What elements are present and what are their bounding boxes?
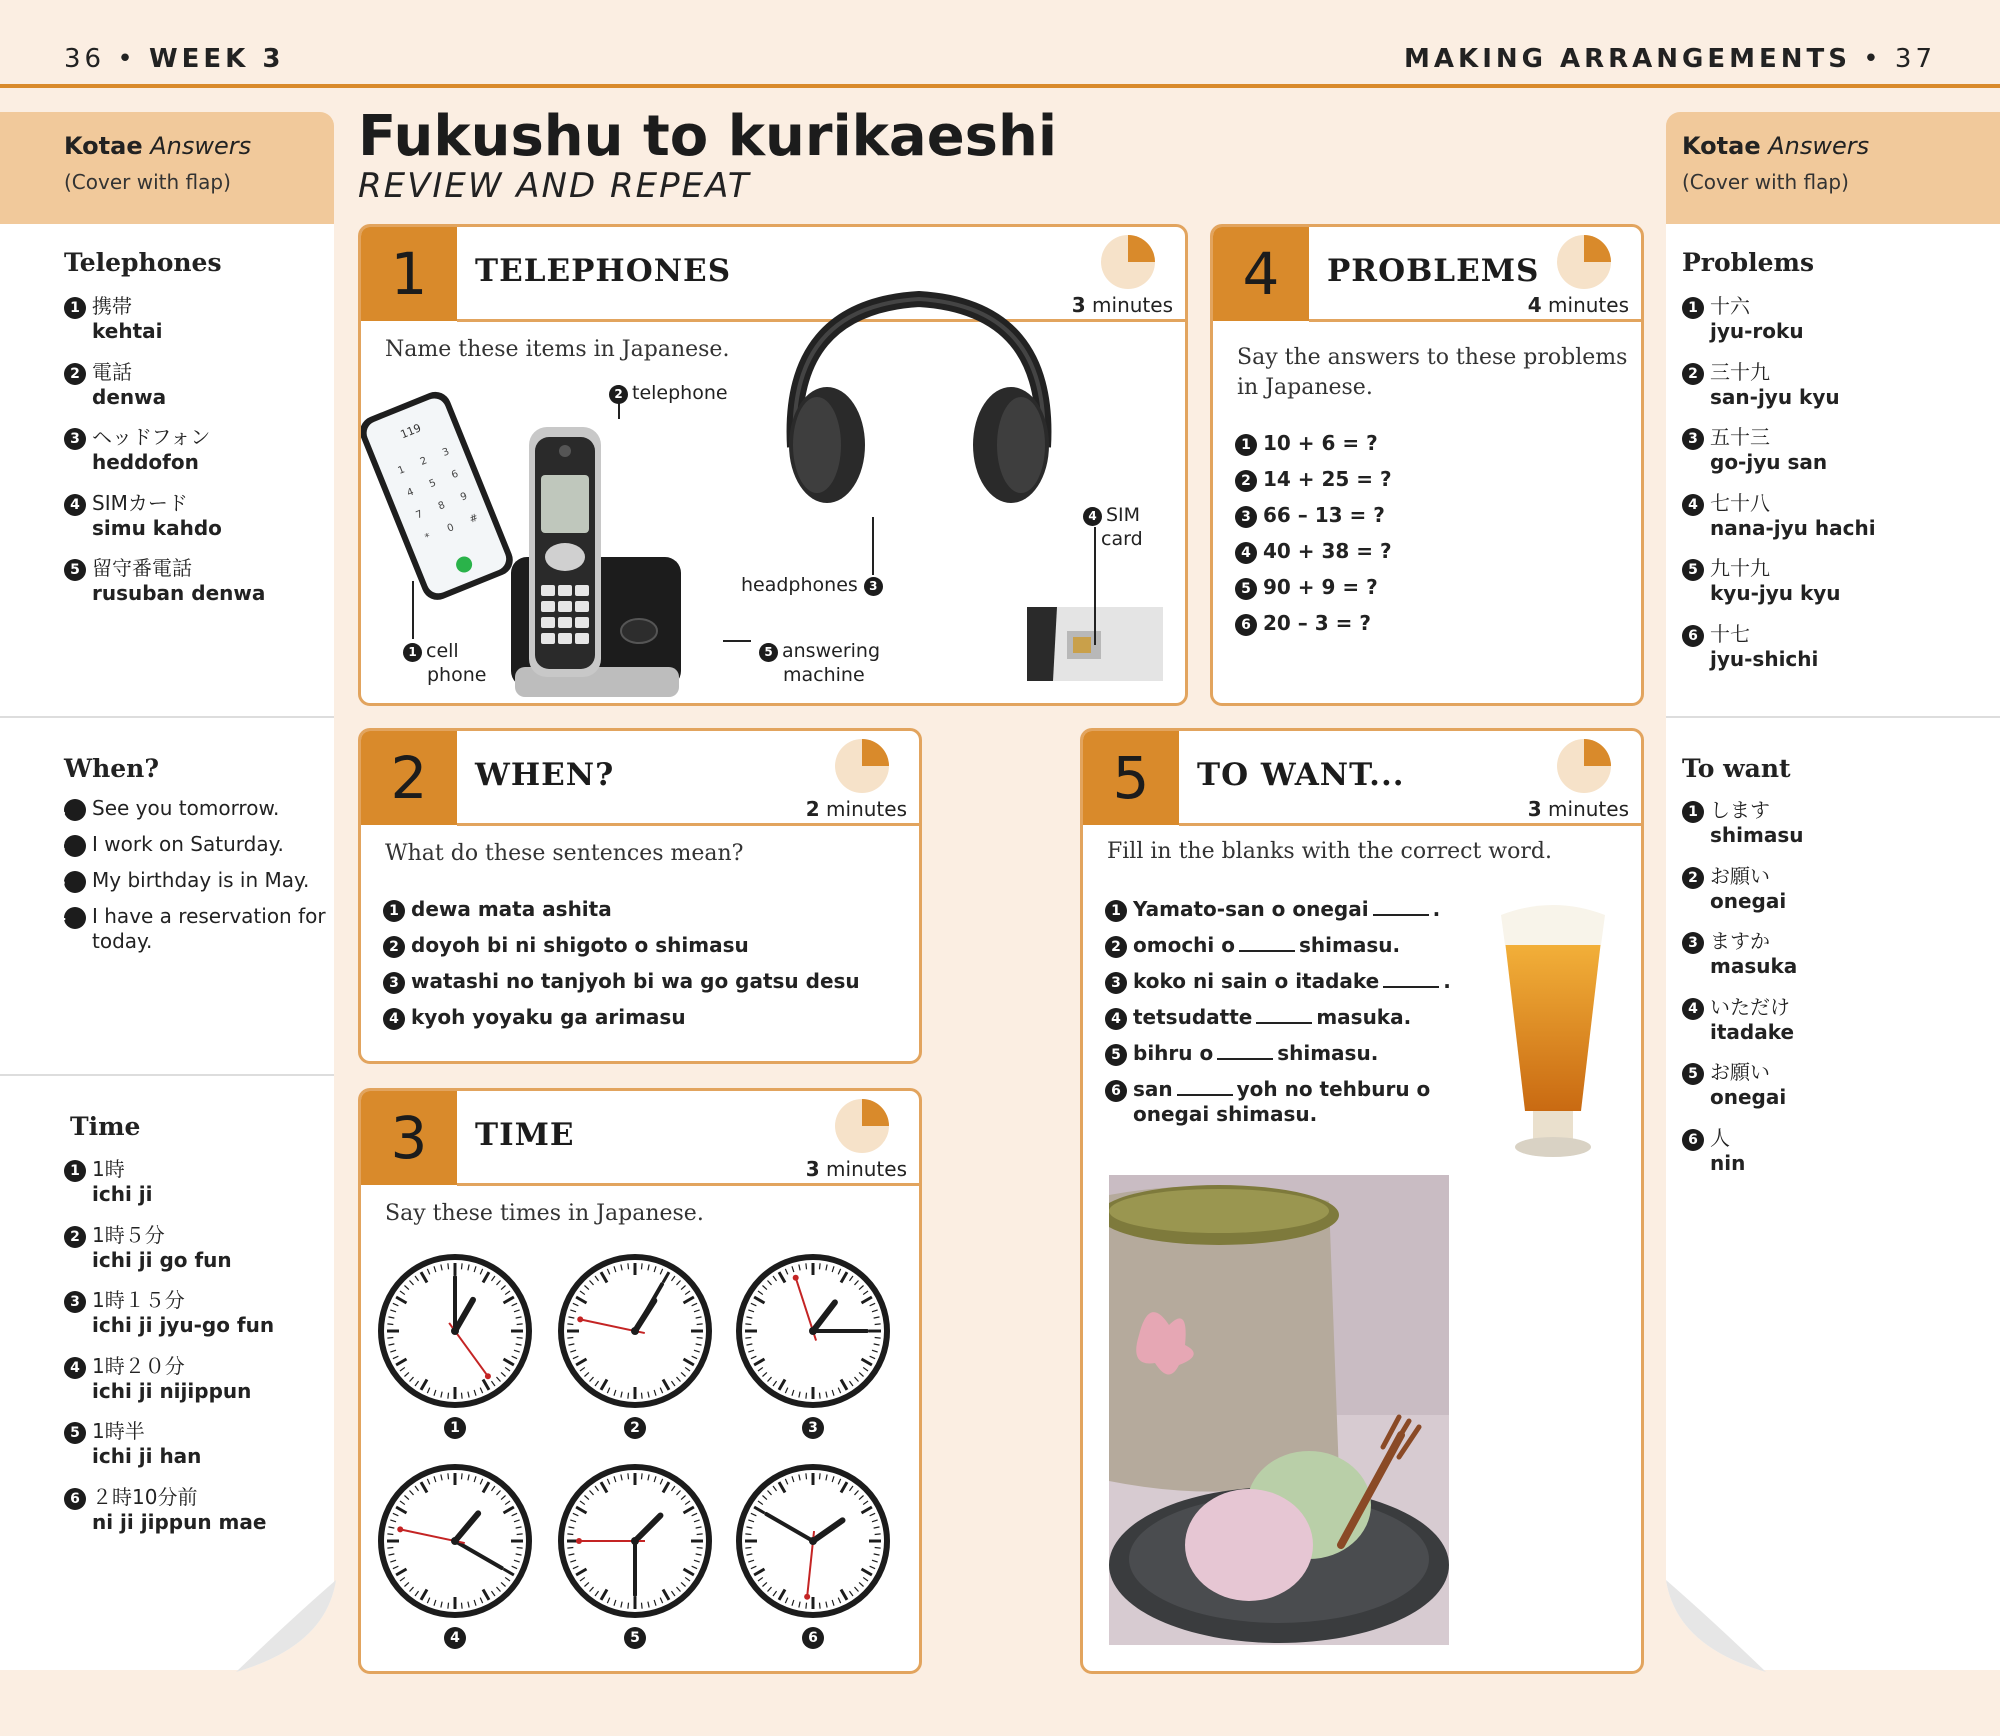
number-badge: 2 (1235, 470, 1257, 492)
keypad-key: 7 (414, 508, 425, 522)
answer-romaji: masuka (1710, 954, 1798, 978)
fill-blank-question (1105, 969, 1451, 994)
answer-japanese: 留守番電話 (92, 556, 192, 580)
number-badge: 2 (1105, 936, 1127, 958)
left-flap-header (0, 112, 334, 224)
answer-item (64, 556, 265, 606)
exercise-instruction: Fill in the blanks with the correct word. (1107, 839, 1552, 864)
answer-romaji: shimasu (1710, 823, 1804, 847)
question-text-before: koko ni sain o itadake (1133, 969, 1380, 993)
problem-question (1235, 539, 1392, 564)
answer-japanese: 1時１５分 (92, 1288, 185, 1312)
answer-romaji: ichi ji go fun (92, 1247, 232, 1272)
timer-icon (835, 1099, 889, 1153)
answer-japanese: ２時10分前 (92, 1484, 198, 1509)
answer-japanese: 1時 (92, 1157, 125, 1181)
number-badge: 4 (64, 1357, 86, 1379)
answer-japanese: SIMカード (92, 490, 188, 515)
keypad-key: 0 (445, 522, 456, 535)
number-badge: 2 (64, 363, 86, 385)
question-text: doyoh bi ni shigoto o shimasu (411, 933, 749, 957)
problem-question (1235, 575, 1378, 600)
problem-question (1235, 431, 1378, 456)
timer-icon (1557, 235, 1611, 289)
answer-item (1682, 798, 1803, 848)
question-text-before: Yamato-san o onegai (1133, 897, 1369, 921)
answer-text: I have a reservation for today. (92, 904, 326, 953)
keypad-key: 1 (396, 464, 407, 477)
number-badge: 3 (64, 428, 86, 450)
answer-romaji: itadake (1710, 1019, 1795, 1044)
answer-romaji: onegai (1710, 1085, 1787, 1109)
question-text-before: san (1133, 1077, 1173, 1101)
answer-item (56, 904, 352, 954)
clock-face (735, 1463, 891, 1619)
flap-divider (0, 1074, 334, 1076)
label-cell-phone: 1 cell phone (403, 639, 486, 687)
exercise-instruction: What do these sentences mean? (385, 841, 744, 866)
answer-japanese: 1時５分 (92, 1222, 165, 1247)
answer-japanese: 七十八 (1710, 490, 1770, 515)
answer-romaji: san-jyu kyu (1710, 384, 1840, 409)
keypad-key: 9 (459, 490, 470, 504)
to-want-answers-title: To want (1682, 754, 1791, 783)
page-title: Fukushu to kurikaeshi (358, 104, 1058, 169)
answer-romaji: kehtai (92, 319, 163, 343)
answer-romaji: simu kahdo (92, 515, 222, 540)
keypad-key: * (423, 531, 433, 544)
answer-romaji: onegai (1710, 888, 1787, 913)
answer-item (1682, 294, 1804, 344)
answer-romaji: ni ji jippun mae (92, 1509, 267, 1534)
answer-japanese: ヘッドフォン (92, 425, 211, 449)
label-headphones: headphones 3 (741, 573, 887, 597)
cover-note: (Cover with flap) (1682, 170, 1849, 194)
exercise-time (358, 1088, 922, 1674)
number-badge: 2 (1682, 867, 1704, 889)
exercise-problems (1210, 224, 1644, 706)
number-badge: 6 (1105, 1080, 1127, 1102)
fill-blank-question (1105, 933, 1400, 958)
phone-screen-number: 119 (398, 421, 423, 442)
when-question (383, 933, 749, 958)
cover-note: (Cover with flap) (64, 170, 231, 194)
answer-romaji: ichi ji han (92, 1444, 202, 1468)
answer-japanese: 十六 (1710, 294, 1750, 318)
number-badge: 3 (1235, 506, 1257, 528)
answer-japanese: 人 (1710, 1125, 1730, 1150)
number-badge: 1 (1235, 434, 1257, 456)
answer-item (1682, 556, 1841, 606)
when-question (383, 969, 860, 994)
answer-item (56, 832, 352, 857)
number-badge: 3 (64, 871, 86, 893)
when-question (383, 1005, 686, 1030)
number-badge: 4 (383, 1008, 405, 1030)
answer-item (1682, 1060, 1786, 1110)
number-badge: 4 (1235, 542, 1257, 564)
number-badge: 4 (64, 907, 86, 929)
answer-japanese: お願い (1710, 863, 1770, 888)
header-rule (0, 84, 2000, 88)
label-answering-machine: 5 answering machine (759, 639, 880, 687)
exercise-minutes: 3 minutes (805, 1157, 907, 1181)
answer-item (64, 1223, 232, 1273)
exercise-minutes: 2 minutes (805, 797, 907, 821)
question-text: 40 + 38 = ? (1263, 539, 1392, 563)
callout-lines (361, 227, 1185, 703)
answer-japanese: ますか (1710, 929, 1770, 953)
answer-romaji: rusuban denwa (92, 581, 266, 605)
exercise-number: 1 (361, 227, 457, 321)
exercise-when (358, 728, 922, 1064)
keypad-key: 5 (427, 477, 438, 491)
answer-item (64, 1485, 266, 1535)
clock-number-badge: 1 (444, 1417, 466, 1439)
page-curl-icon (230, 1580, 336, 1672)
answer-blank[interactable] (1177, 1094, 1233, 1096)
exercise-instruction: Say these times in Japanese. (385, 1201, 704, 1226)
number-badge: 3 (1105, 972, 1127, 994)
answer-text: I work on Saturday. (92, 832, 284, 856)
answer-item (1682, 995, 1794, 1045)
answer-item (1682, 864, 1786, 914)
question-text: kyoh yoyaku ga arimasu (411, 1005, 686, 1029)
left-page-header: 36 • WEEK 3 (64, 44, 285, 74)
answer-japanese: 三十九 (1710, 359, 1770, 384)
answer-romaji: kyu-jyu kyu (1710, 581, 1841, 605)
answer-japanese: 電話 (92, 359, 132, 384)
answer-japanese: 1時２０分 (92, 1353, 185, 1378)
answer-japanese: 九十九 (1710, 556, 1770, 580)
answer-blank[interactable] (1217, 1058, 1273, 1060)
answer-japanese: お願い (1710, 1060, 1770, 1084)
answer-blank[interactable] (1373, 914, 1429, 916)
number-badge: 6 (64, 1488, 86, 1510)
answer-item (64, 425, 210, 475)
clock-number-badge: 4 (444, 1627, 466, 1649)
number-badge: 1 (1682, 801, 1704, 823)
title-rule (1309, 319, 1641, 322)
problem-question (1235, 503, 1385, 528)
answer-item (1682, 491, 1876, 541)
number-badge: 5 (1235, 578, 1257, 600)
tea-and-mochi-photo (1109, 1175, 1449, 1645)
answer-japanese: 1時半 (92, 1419, 145, 1443)
number-badge: 4 (1682, 494, 1704, 516)
title-rule (457, 1183, 919, 1186)
question-text: dewa mata ashita (411, 897, 612, 921)
answer-item (64, 294, 162, 344)
question-text-after: shimasu. (1277, 1041, 1379, 1065)
answers-label: Answers (1768, 132, 1870, 160)
question-text: 66 – 13 = ? (1263, 503, 1385, 527)
answer-romaji: ichi ji jyu-go fun (92, 1313, 275, 1337)
answer-item (56, 796, 352, 821)
answer-item (64, 360, 166, 410)
answer-romaji: ichi ji nijippun (92, 1378, 252, 1403)
answer-item (1682, 929, 1797, 979)
flap-divider (0, 716, 334, 718)
number-badge: 1 (64, 799, 86, 821)
answer-item (64, 1157, 152, 1207)
clock-face (735, 1253, 891, 1409)
question-text-before: tetsudatte (1133, 1005, 1253, 1029)
question-text-after: masuka. (1316, 1005, 1412, 1029)
number-badge: 4 (1682, 998, 1704, 1020)
question-text: 10 + 6 = ? (1263, 431, 1378, 455)
label-telephone: 2 telephone (609, 381, 728, 405)
number-badge: 2 (1682, 363, 1704, 385)
problems-answers-title: Problems (1682, 248, 1815, 277)
keypad-key: 8 (436, 499, 447, 513)
answer-item (64, 1354, 251, 1404)
number-badge: 6 (1235, 614, 1257, 636)
right-page-header: MAKING ARRANGEMENTS • 37 (1404, 44, 1936, 74)
page-subtitle: REVIEW AND REPEAT (358, 166, 751, 206)
answer-romaji: nin (1710, 1150, 1746, 1175)
exercise-to-want (1080, 728, 1644, 1674)
answer-item (64, 491, 222, 541)
answer-item (1682, 425, 1827, 475)
exercise-instruction-line2: in Japanese. (1237, 375, 1373, 400)
number-badge: 1 (64, 297, 86, 319)
answer-japanese: します (1710, 798, 1770, 822)
answer-text: See you tomorrow. (92, 796, 280, 820)
question-text: 90 + 9 = ? (1263, 575, 1378, 599)
exercise-title: PROBLEMS (1327, 253, 1540, 289)
answer-japanese: 五十三 (1710, 425, 1770, 449)
question-text: 14 + 25 = ? (1263, 467, 1392, 491)
answer-romaji: go-jyu san (1710, 450, 1828, 474)
exercise-title: TO WANT... (1197, 757, 1405, 793)
answer-japanese: 十七 (1710, 621, 1750, 646)
number-badge: 1 (383, 900, 405, 922)
number-badge: 2 (64, 1226, 86, 1248)
when-question (383, 897, 612, 922)
answers-label: Answers (150, 132, 252, 160)
answer-item (1682, 1126, 1745, 1176)
answer-japanese: いただけ (1710, 994, 1790, 1019)
number-badge: 5 (64, 1422, 86, 1444)
exercise-number: 4 (1213, 227, 1309, 321)
question-text-before: bihru o (1133, 1041, 1214, 1065)
clock-face (377, 1253, 533, 1409)
exercise-minutes: 3 minutes (1071, 293, 1173, 317)
number-badge: 1 (1682, 297, 1704, 319)
question-text-after: yoh no tehburu o (1236, 1077, 1431, 1101)
answer-text: My birthday is in May. (92, 868, 310, 892)
exercise-title: WHEN? (475, 757, 615, 793)
number-badge: 5 (1682, 1063, 1704, 1085)
label-sim-card: 4 SIM card (1083, 503, 1143, 551)
number-badge: 1 (64, 1160, 86, 1182)
number-badge: 5 (64, 559, 86, 581)
answer-romaji: ichi ji (92, 1182, 153, 1206)
fill-blank-question (1105, 897, 1440, 922)
telephones-answers-title: Telephones (64, 248, 222, 277)
clock-number-badge: 3 (802, 1417, 824, 1439)
answer-romaji: jyu-roku (1710, 319, 1804, 343)
fill-blank-question (1105, 1041, 1378, 1066)
clock-number-badge: 6 (802, 1627, 824, 1649)
exercise-minutes: 4 minutes (1527, 293, 1629, 317)
clock-face (557, 1253, 713, 1409)
right-flap-header (1666, 112, 2000, 224)
exercise-instruction: Name these items in Japanese. (385, 337, 730, 362)
keypad-key: 3 (441, 446, 452, 459)
exercise-number: 5 (1083, 731, 1179, 825)
fill-blank-question (1105, 1077, 1430, 1127)
exercise-minutes: 3 minutes (1527, 797, 1629, 821)
keypad-key: # (468, 512, 480, 526)
when-answers-title: When? (64, 754, 159, 783)
answer-romaji: nana-jyu hachi (1710, 515, 1876, 540)
number-badge: 3 (1682, 932, 1704, 954)
number-badge: 3 (383, 972, 405, 994)
answer-item (56, 868, 352, 893)
question-text-after: shimasu. (1298, 933, 1401, 957)
number-badge: 3 (64, 1291, 86, 1313)
exercise-number: 3 (361, 1091, 457, 1185)
answer-item (64, 1288, 274, 1338)
number-badge: 5 (1105, 1044, 1127, 1066)
exercise-instruction: Say the answers to these problems (1237, 345, 1628, 370)
number-badge: 6 (1682, 625, 1704, 647)
answer-blank[interactable] (1256, 1022, 1312, 1024)
answer-romaji: denwa (92, 384, 167, 409)
title-rule (1179, 823, 1641, 826)
number-badge: 4 (1105, 1008, 1127, 1030)
question-text-before: omochi o (1133, 933, 1235, 957)
number-badge: 2 (64, 835, 86, 857)
question-text-after: . (1432, 897, 1441, 921)
question-text: watashi no tanjyoh bi wa go gatsu desu (411, 969, 860, 993)
flap-divider (1666, 716, 2000, 718)
clock-face (377, 1463, 533, 1619)
problem-question (1235, 467, 1392, 492)
title-rule (457, 823, 919, 826)
beer-glass-photo (1493, 901, 1613, 1163)
clock-number-badge: 2 (624, 1417, 646, 1439)
number-badge: 4 (64, 494, 86, 516)
answer-blank[interactable] (1239, 950, 1295, 952)
page-curl-icon (1666, 1580, 1772, 1672)
question-text: 20 – 3 = ? (1263, 611, 1371, 635)
kotae-label: Kotae (1682, 132, 1761, 160)
answer-item (64, 1419, 201, 1469)
fill-blank-question (1105, 1005, 1411, 1030)
number-badge: 2 (383, 936, 405, 958)
timer-icon (1557, 739, 1611, 793)
clock-face (557, 1463, 713, 1619)
answer-romaji: jyu-shichi (1710, 646, 1819, 671)
answer-japanese: 携帯 (92, 294, 132, 318)
kotae-label: Kotae (64, 132, 143, 160)
keypad-key: 4 (405, 486, 416, 500)
clock-number-badge: 5 (624, 1627, 646, 1649)
problem-question (1235, 611, 1371, 636)
number-badge: 3 (1682, 428, 1704, 450)
exercise-telephones (358, 224, 1188, 706)
exercise-title: TELEPHONES (475, 253, 732, 289)
question-text-line2: onegai shimasu. (1133, 1102, 1318, 1126)
exercise-title: TIME (475, 1117, 575, 1153)
time-answers-title: Time (70, 1112, 141, 1141)
question-text-after: . (1443, 969, 1451, 993)
number-badge: 6 (1682, 1129, 1704, 1151)
exercise-number: 2 (361, 731, 457, 825)
answer-item (1682, 360, 1840, 410)
answer-blank[interactable] (1383, 986, 1439, 988)
answer-item (1682, 622, 1818, 672)
keypad-key: 6 (450, 468, 461, 482)
timer-icon (835, 739, 889, 793)
keypad-key: 2 (418, 455, 429, 468)
number-badge: 1 (1105, 900, 1127, 922)
number-badge: 5 (1682, 559, 1704, 581)
answer-romaji: heddofon (92, 450, 199, 474)
